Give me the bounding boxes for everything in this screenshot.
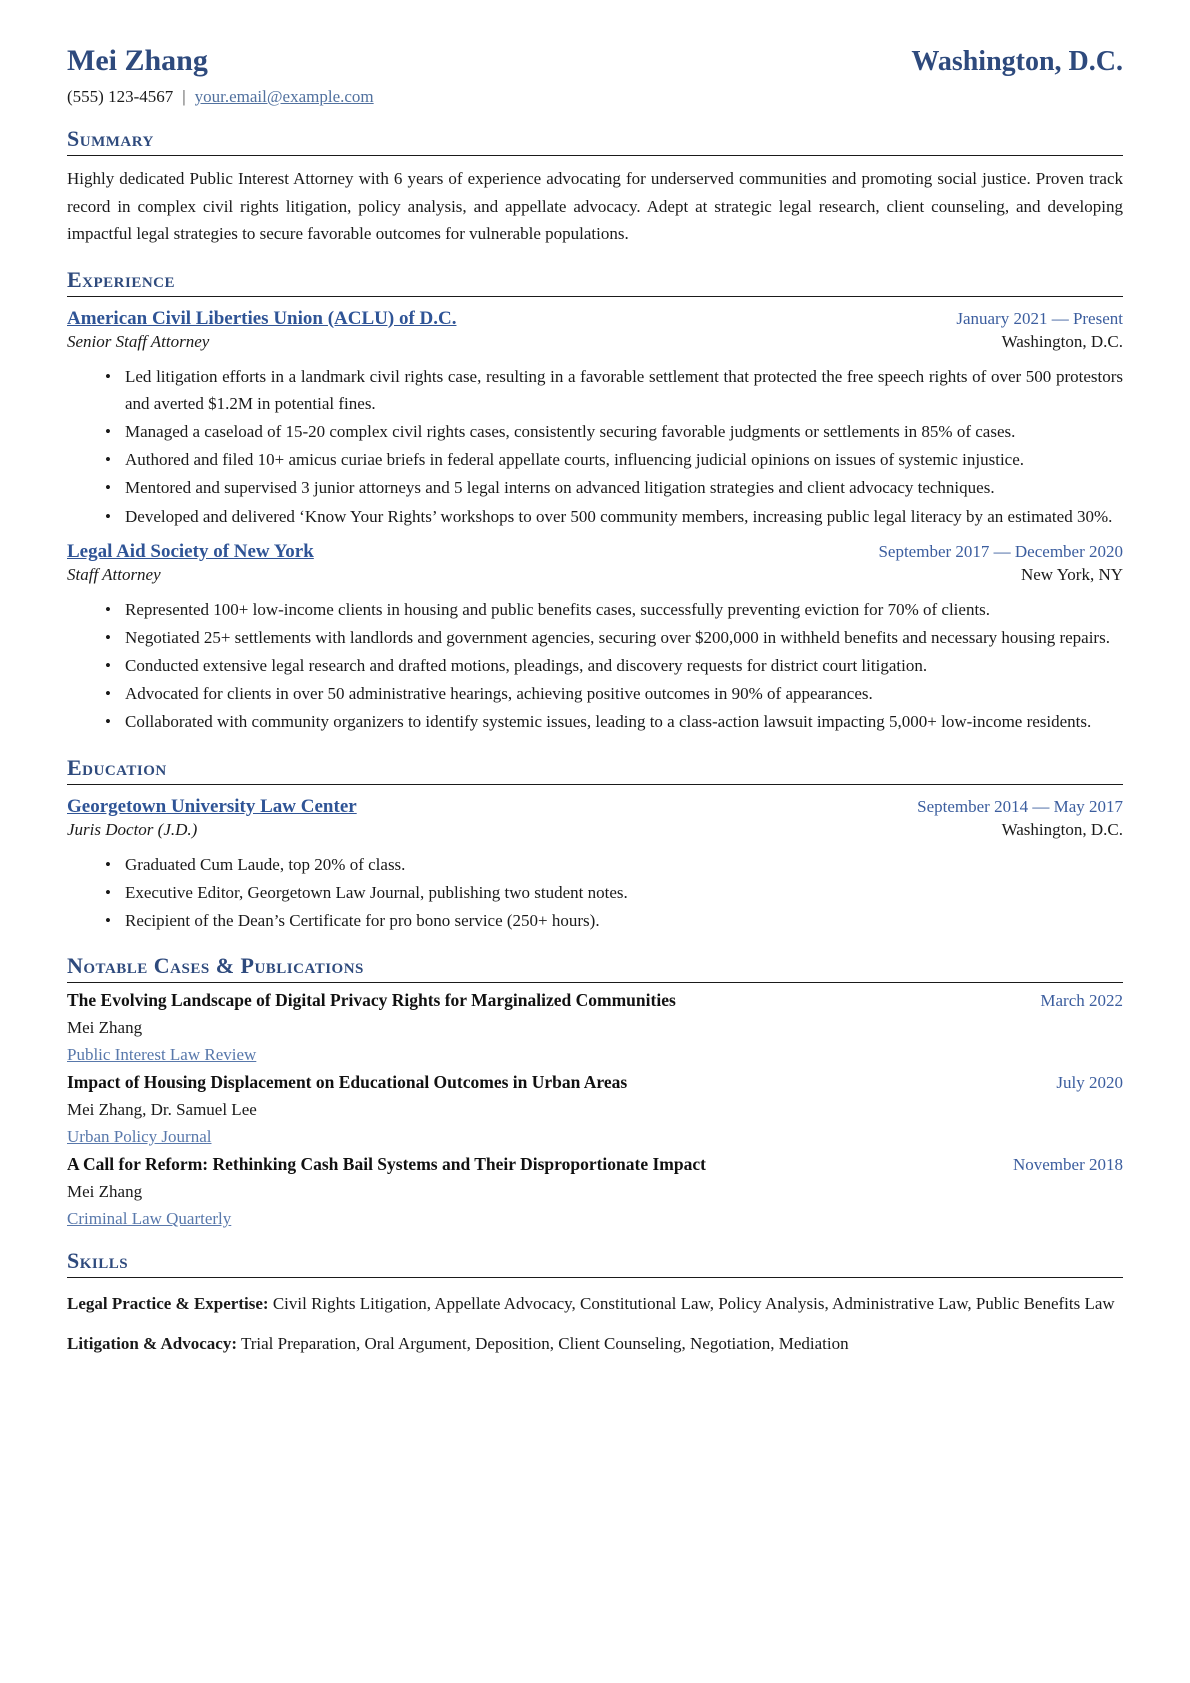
header-location: Washington, D.C. [911, 46, 1123, 77]
publication-item [67, 1154, 1123, 1229]
school-link[interactable]: Georgetown University Law Center [67, 795, 357, 817]
organization-link[interactable]: Legal Aid Society of New York [67, 540, 314, 562]
entry-dates: January 2021 — Present [956, 308, 1123, 328]
skill-group-text: Trial Preparation, Oral Argument, Deposition, Client Counseling, Negotiation, Mediation [237, 1334, 849, 1354]
degree-title: Juris Doctor (J.D.) [67, 819, 198, 839]
publication-authors: Mei Zhang [67, 1182, 143, 1202]
publication-journal [67, 1045, 1123, 1065]
bullet-item: • Negotiated 25+ settlements with landlords and government agencies, securing over $200,000 in withheld benefits and necessary housing repairs. [100, 624, 1123, 651]
publication-date: March 2022 [1040, 991, 1123, 1011]
publication-journal [67, 1209, 1123, 1229]
publications-title: Notable Cases & Publications [67, 953, 1123, 983]
skills-title: Skills [67, 1248, 1123, 1278]
experience-entry [67, 541, 1123, 736]
job-title: Staff Attorney [67, 564, 161, 584]
bullet-item: • Mentored and supervised 3 junior attorneys and 5 legal interns on advanced litigation strategies and client advocacy techniques. [100, 474, 1123, 501]
entry-dates: September 2014 — May 2017 [917, 796, 1123, 816]
entry-header [67, 308, 1123, 330]
organization-link[interactable]: American Civil Liberties Union (ACLU) of D.C. [67, 307, 457, 329]
section-experience [67, 267, 1123, 736]
publication-header [67, 1072, 1123, 1093]
role-row [67, 820, 1123, 840]
publication-item [67, 1072, 1123, 1147]
phone-number: (555) 123-4567 [67, 87, 174, 106]
skill-group-text: Civil Rights Litigation, Appellate Advocacy, Constitutional Law, Policy Analysis, Administrative Law, Public Benefits Law [268, 1294, 1115, 1314]
bullet-item: • Managed a caseload of 15-20 complex civil rights cases, consistently securing favorable judgments or settlements in 85% of cases. [100, 418, 1123, 445]
journal-link[interactable]: Urban Policy Journal [67, 1127, 212, 1147]
job-title: Senior Staff Attorney [67, 331, 210, 351]
entry-header [67, 541, 1123, 563]
publication-date: July 2020 [1056, 1073, 1123, 1093]
entry-location: New York, NY [1020, 564, 1123, 584]
experience-title: Experience [67, 267, 1123, 297]
skill-group-label: Legal Practice & Expertise: [67, 1294, 269, 1314]
bullet-item: • Led litigation efforts in a landmark civil rights case, resulting in a favorable settlement that protected the free speech rights of over 500 protestors and averted $1.2M in potential fines. [100, 363, 1123, 417]
bullet-list [100, 851, 1123, 935]
skill-group [67, 1291, 1123, 1318]
publication-authors: Mei Zhang [67, 1018, 143, 1038]
publication-journal [67, 1127, 1123, 1147]
publication-title: Impact of Housing Displacement on Educational Outcomes in Urban Areas [67, 1072, 628, 1093]
section-education [67, 755, 1123, 935]
bullet-item: • Developed and delivered ‘Know Your Rights’ workshops to over 500 community members, increasing public legal literacy by an estimated 30%. [100, 503, 1123, 530]
journal-link[interactable]: Public Interest Law Review [67, 1045, 257, 1065]
entry-dates: September 2017 — December 2020 [878, 541, 1123, 561]
bullet-item: • Recipient of the Dean’s Certificate for pro bono service (250+ hours). [100, 907, 1123, 934]
skill-group-label: Litigation & Advocacy: [67, 1334, 237, 1354]
bullet-item: • Collaborated with community organizers to identify systemic issues, leading to a class-action lawsuit impacting 5,000+ low-income residents. [100, 708, 1123, 735]
journal-link[interactable]: Criminal Law Quarterly [67, 1209, 232, 1229]
role-row [67, 565, 1123, 585]
summary-text: Highly dedicated Public Interest Attorney with 6 years of experience advocating for underserved communities and promoting social justice. Proven track record in complex civil rights litigation, policy analysis, and appellate advocacy. Adept at strategic legal research, client counseling, and developing impactful legal strategies to secure favorable outcomes for vulnerable populations. [67, 169, 1123, 244]
publication-authors: Mei Zhang, Dr. Samuel Lee [67, 1100, 257, 1120]
summary-title: Summary [67, 126, 1123, 156]
entry-location: Washington, D.C. [1001, 819, 1123, 839]
bullet-item: • Advocated for clients in over 50 administrative hearings, achieving positive outcomes in 90% of appearances. [100, 680, 1123, 707]
header [67, 44, 1123, 78]
role-row [67, 332, 1123, 352]
section-publications [67, 953, 1123, 1229]
education-entry [67, 796, 1123, 935]
publication-header [67, 990, 1123, 1011]
publication-title: The Evolving Landscape of Digital Privacy Rights for Marginalized Communities [67, 990, 676, 1011]
entry-header [67, 796, 1123, 818]
contact-row [67, 87, 1123, 107]
entry-location: Washington, D.C. [1001, 331, 1123, 351]
bullet-item: • Represented 100+ low-income clients in housing and public benefits cases, successfully preventing eviction for 70% of clients. [100, 596, 1123, 623]
email-link[interactable]: your.email@example.com [194, 87, 374, 106]
publication-header [67, 1154, 1123, 1175]
bullet-list [100, 363, 1123, 530]
publication-date: November 2018 [1012, 1155, 1123, 1175]
contact-separator: | [182, 87, 186, 106]
bullet-item: • Graduated Cum Laude, top 20% of class. [100, 851, 1123, 878]
skill-group [67, 1331, 1123, 1358]
experience-entry [67, 308, 1123, 530]
education-title: Education [67, 755, 1123, 785]
person-name: Mei Zhang [67, 44, 208, 77]
publication-item [67, 990, 1123, 1065]
publication-title: A Call for Reform: Rethinking Cash Bail Systems and Their Disproportionate Impact [67, 1154, 706, 1175]
bullet-item: • Authored and filed 10+ amicus curiae briefs in federal appellate courts, influencing judicial opinions on issues of systemic injustice. [100, 446, 1123, 473]
section-skills [67, 1248, 1123, 1358]
bullet-item: • Executive Editor, Georgetown Law Journal, publishing two student notes. [100, 879, 1123, 906]
bullet-list [100, 596, 1123, 736]
bullet-item: • Conducted extensive legal research and drafted motions, pleadings, and discovery requests for district court litigation. [100, 652, 1123, 679]
section-summary [67, 126, 1123, 248]
